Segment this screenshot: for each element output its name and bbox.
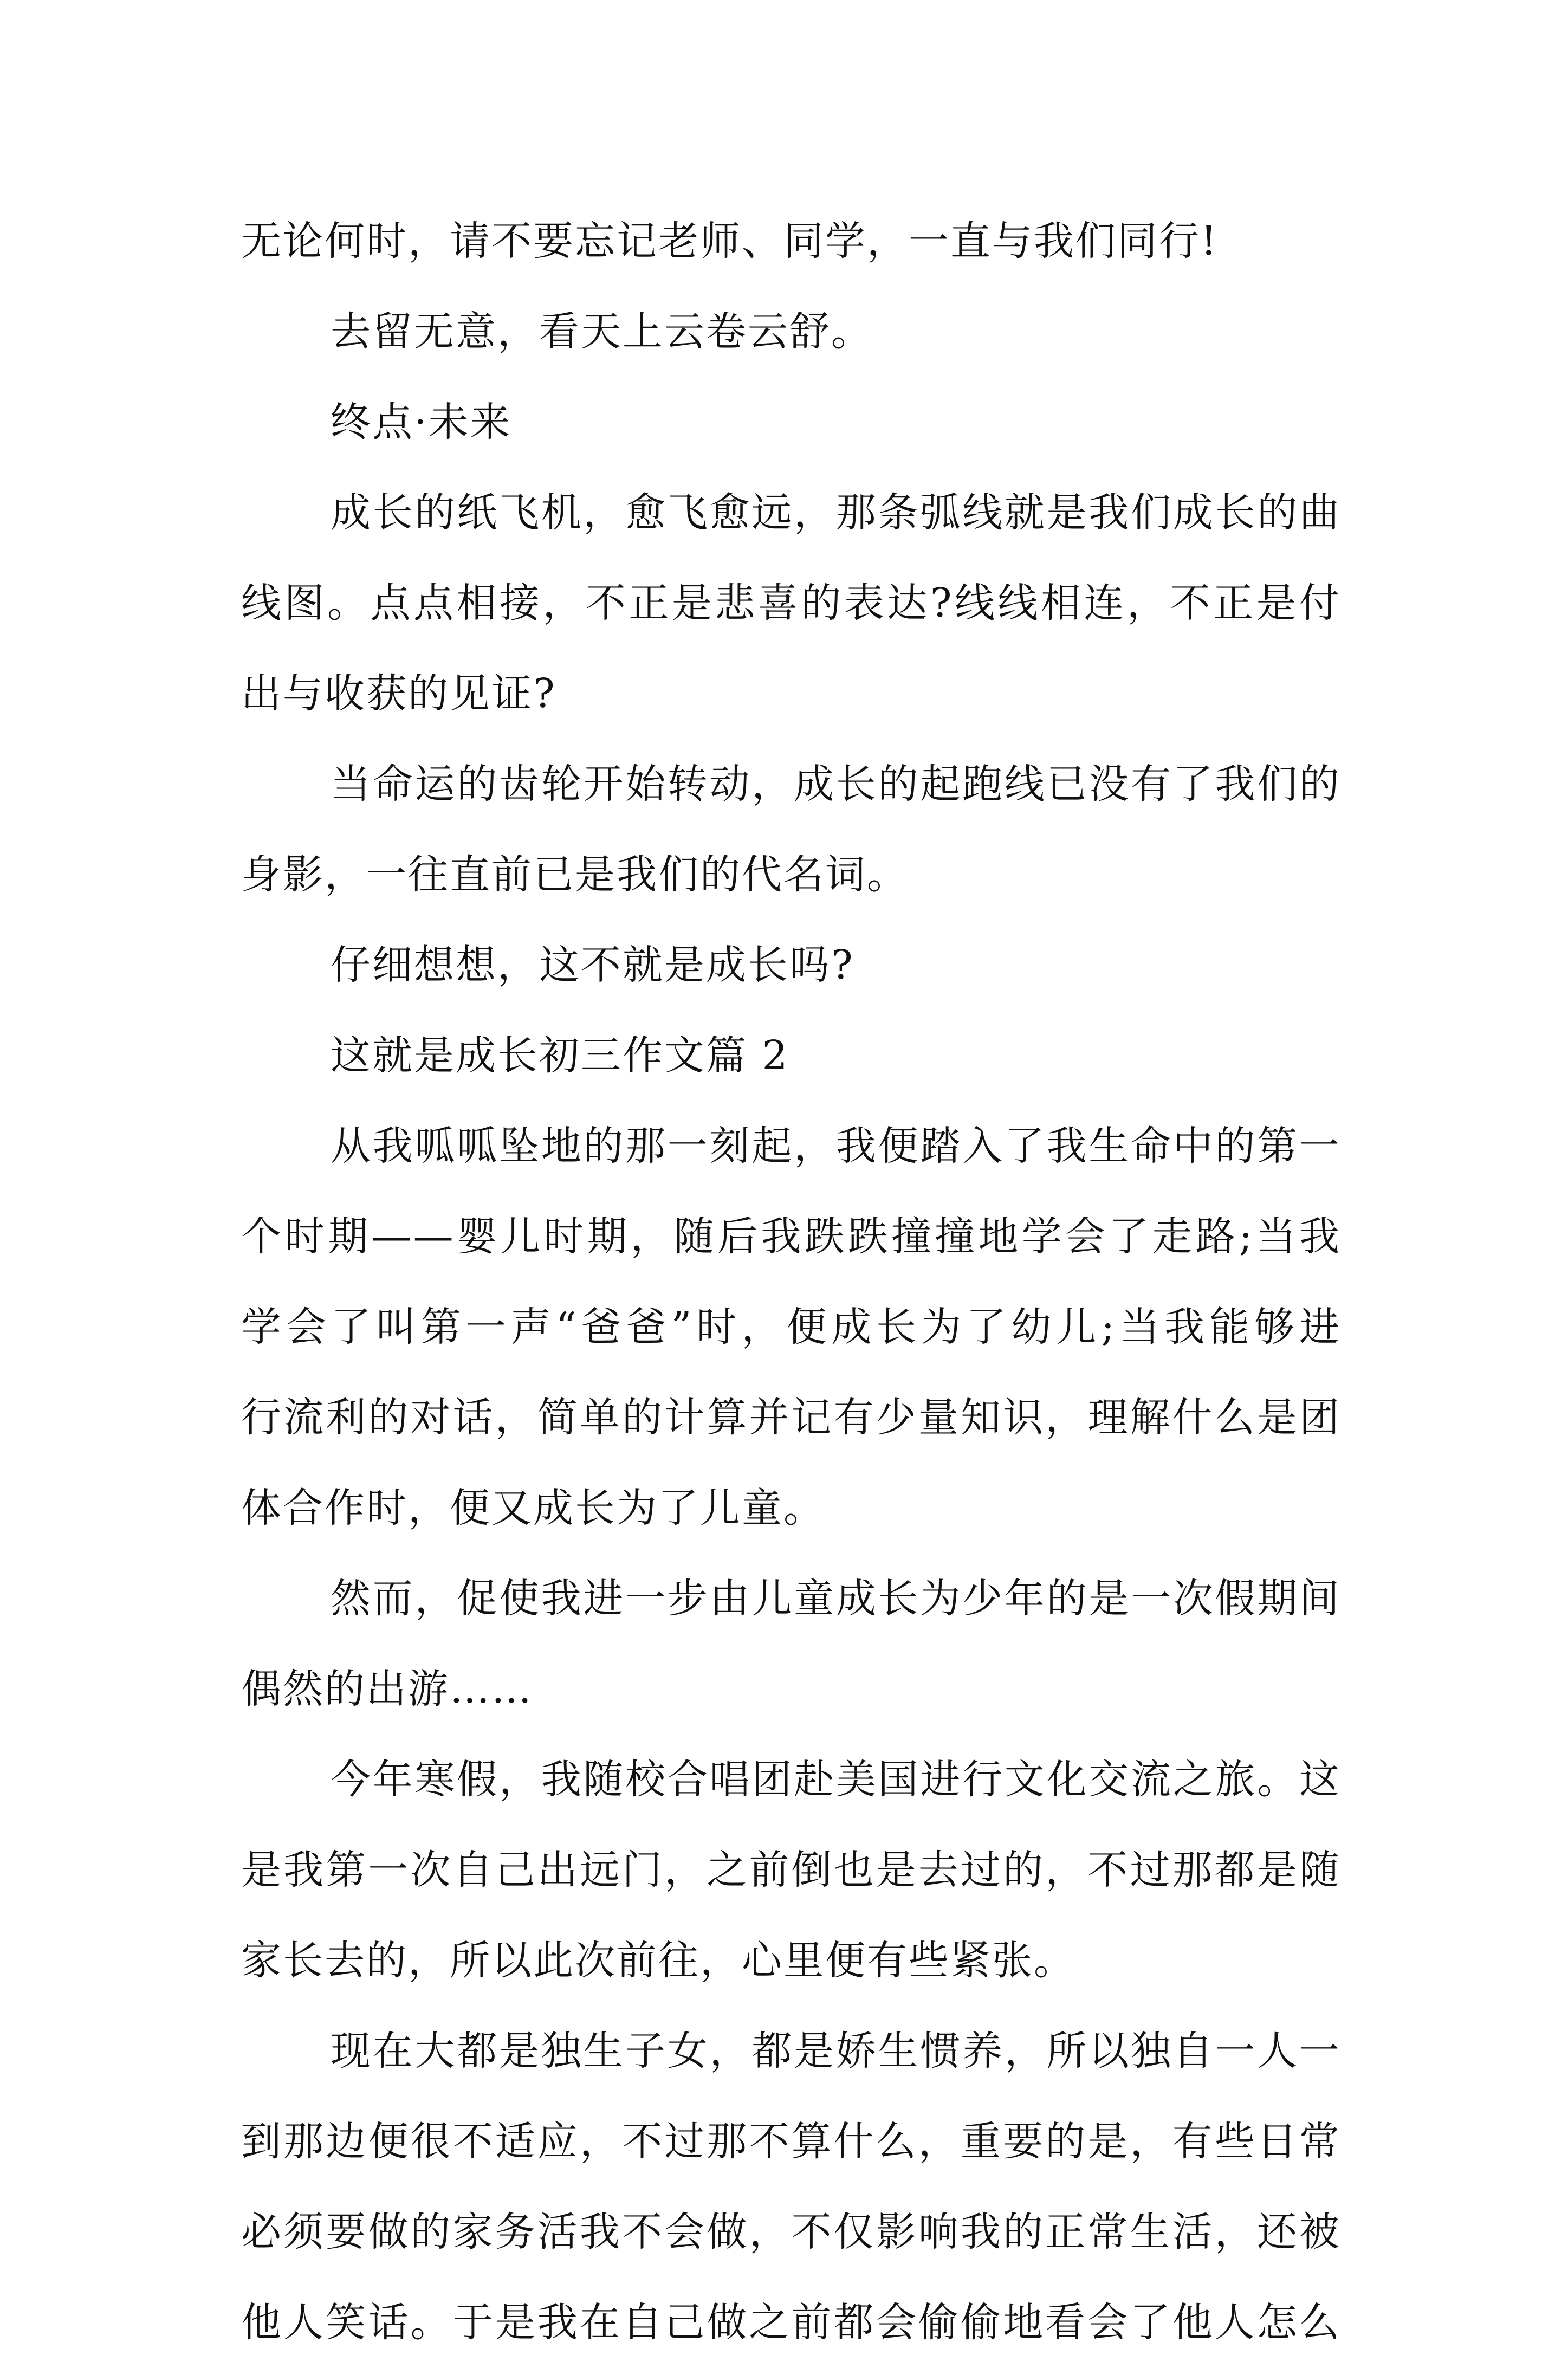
paragraph-line: 现在大都是独生子女，都是娇生惯养，所以独自一人一 [331,2028,1341,2074]
text-line: 他人笑话。于是我在自己做之前都会偷偷地看会了他人怎么 [241,2299,1341,2346]
text-line: 偶然的出游…… [241,1666,533,1712]
paragraph-line: 当命运的齿轮开始转动，成长的起跑线已没有了我们的 [331,761,1341,807]
text-line: 出与收获的见证? [241,670,556,717]
text-line: 是我第一次自己出远门，之前倒也是去过的，不过那都是随 [241,1847,1341,1893]
text-line: 身影，一往直前已是我们的代名词。 [241,851,909,898]
text-line: 个时期——婴儿时期，随后我跌跌撞撞地学会了走路;当我 [241,1213,1341,1260]
text-line: 行流利的对话，简单的计算并记有少量知识，理解什么是团 [241,1394,1341,1441]
document-page [241,196,1341,2368]
paragraph-line: 然而，促使我进一步由儿童成长为少年的是一次假期间 [331,1575,1341,1622]
text-line: 必须要做的家务活我不会做，不仅影响我的正常生活，还被 [241,2209,1341,2255]
article-title: 这就是成长初三作文篇 2 [331,1032,789,1079]
paragraph-line: 今年寒假，我随校合唱团赴美国进行文化交流之旅。这 [331,1756,1341,1803]
text-line: 无论何时，请不要忘记老师、同学，一直与我们同行! [241,218,1219,264]
paragraph-line: 从我呱呱坠地的那一刻起，我便踏入了我生命中的第一 [331,1123,1341,1169]
section-heading: 终点·未来 [331,399,512,445]
text-line: 体合作时，便又成长为了儿童。 [241,1485,825,1531]
paragraph-line: 仔细想想，这不就是成长吗? [331,942,854,988]
paragraph-line: 去留无意，看天上云卷云舒。 [331,308,873,355]
text-line: 线图。点点相接，不正是悲喜的表达?线线相连，不正是付 [241,580,1341,626]
paragraph-line: 成长的纸飞机，愈飞愈远，那条弧线就是我们成长的曲 [331,489,1341,536]
text-line: 到那边便很不适应，不过那不算什么，重要的是，有些日常 [241,2118,1341,2165]
text-line: 学会了叫第一声“爸爸”时，便成长为了幼儿;当我能够进 [241,1304,1341,1350]
text-line: 家长去的，所以此次前往，心里便有些紧张。 [241,1937,1075,1984]
